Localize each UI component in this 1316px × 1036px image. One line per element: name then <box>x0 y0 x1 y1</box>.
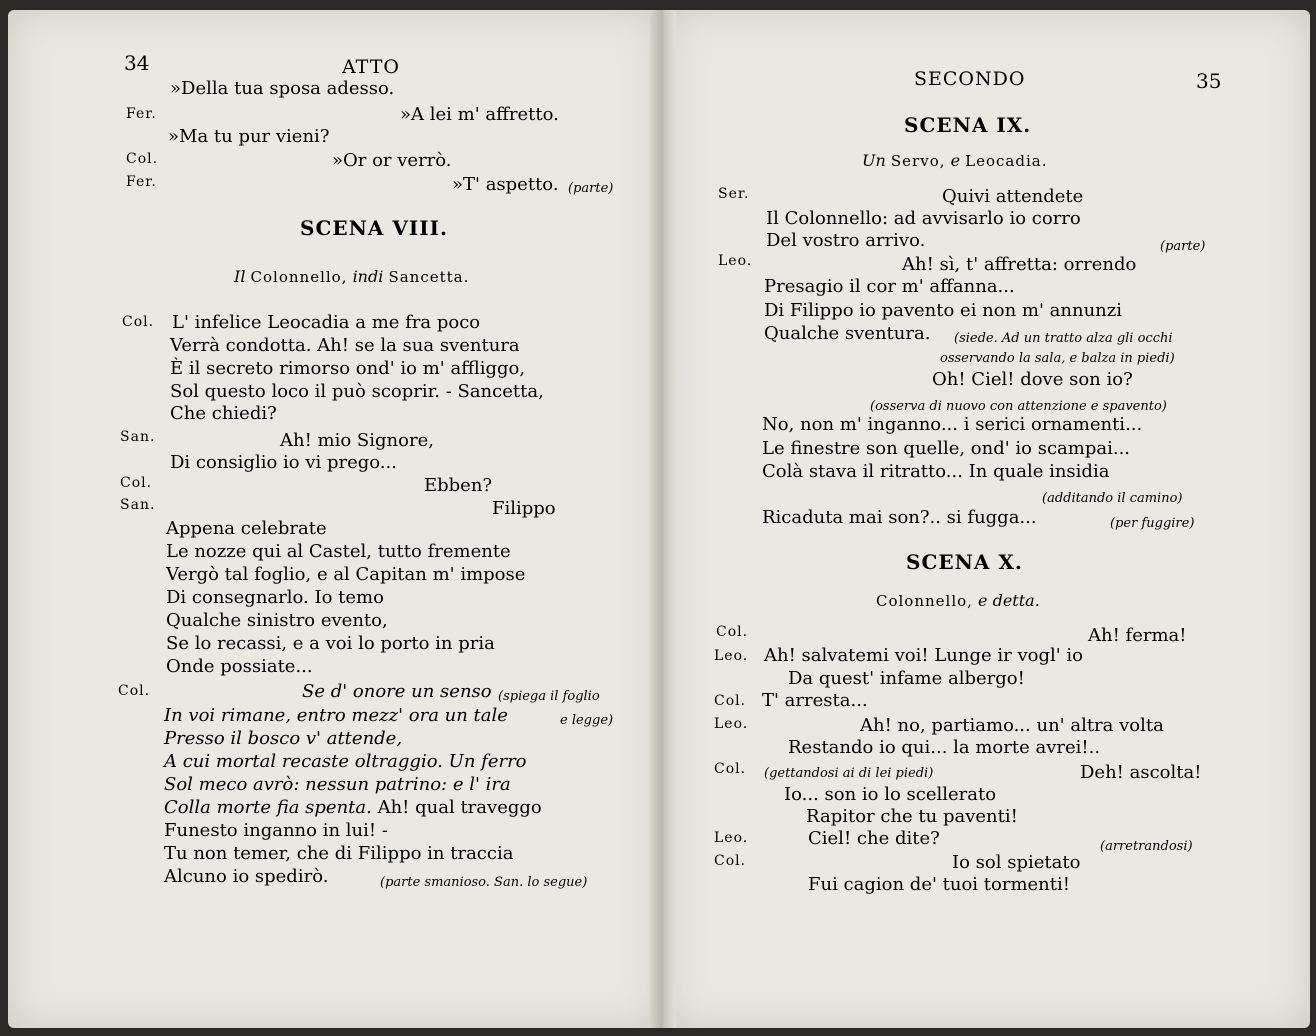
scene-subtitle <box>862 150 1047 172</box>
verse-line: »A lei m' affretto. <box>400 104 559 125</box>
verse-line: Onde possiate... <box>166 656 313 677</box>
verse-line: Filippo <box>492 498 556 519</box>
speaker-label: Fer. <box>126 174 157 190</box>
page-number: 35 <box>1196 69 1222 93</box>
verse-line: Io sol spietato <box>952 852 1081 873</box>
verse-line: Ah! sì, t' affretta: orrendo <box>902 254 1137 275</box>
verse-line: Colà stava il ritratto... In quale insidia <box>762 461 1110 482</box>
verse-fragment: Colla morte fia spenta. <box>164 797 372 818</box>
verse-line: A cui mortal recaste oltraggio. Un ferro <box>164 751 527 772</box>
verse-line-mixed <box>164 797 542 819</box>
verse-line: Ricaduta mai son?.. si fugga... <box>762 507 1037 528</box>
verse-line: Del vostro arrivo. <box>766 230 926 251</box>
speaker-label: Leo. <box>714 716 749 732</box>
running-head: SECONDO <box>914 68 1026 90</box>
verse-line: L' infelice Leocadia a me fra poco <box>172 312 481 333</box>
stage-direction: (arretrandosi) <box>1100 839 1193 854</box>
verse-line: Di consiglio io vi prego... <box>170 452 397 473</box>
speaker-label: Col. <box>126 151 159 167</box>
verse-line: »Or or verrò. <box>332 150 452 171</box>
speaker-label: Ser. <box>718 186 750 202</box>
verse-line: Quivi attendete <box>942 186 1084 207</box>
speaker-label: Col. <box>714 693 747 709</box>
character-name: Colonnello, <box>876 592 973 610</box>
verse-line: Sol meco avrò: nessun patrino: e l' ira <box>164 774 511 795</box>
speaker-label: San. <box>120 429 156 445</box>
verse-line: Sol questo loco il può scoprir. - Sancetta, <box>170 381 544 402</box>
speaker-label: Col. <box>714 761 747 777</box>
stage-direction: osservando la sala, e balza in piedi) <box>940 351 1175 366</box>
book-gutter <box>650 10 676 1028</box>
running-head: ATTO <box>342 56 400 78</box>
verse-line: »T' aspetto. <box>452 174 559 195</box>
verse-line: Deh! ascolta! <box>1080 762 1202 783</box>
speaker-label: Leo. <box>714 830 749 846</box>
verse-line: Io... son io lo scellerato <box>784 784 997 805</box>
verse-line: »Ma tu pur vieni? <box>168 126 330 147</box>
verse-line: Rapitor che tu paventi! <box>806 806 1018 827</box>
stage-direction: (additando il camino) <box>1042 491 1183 506</box>
speaker-label: Col. <box>122 314 155 330</box>
verse-line: Se lo recassi, e a voi lo porto in pria <box>166 633 495 654</box>
verse-line: Ah! ferma! <box>1088 625 1187 646</box>
speaker-label: San. <box>120 497 156 513</box>
speaker-label: Col. <box>118 683 151 699</box>
verse-line: Vergò tal foglio, e al Capitan m' impose <box>166 564 526 585</box>
verse-line: Qualche sinistro evento, <box>166 610 388 631</box>
verse-line: Ah! mio Signore, <box>280 430 434 451</box>
speaker-label: Leo. <box>718 253 753 269</box>
verse-line: Tu non temer, che di Filippo in traccia <box>164 843 514 864</box>
verse-line: T' arresta... <box>762 690 868 711</box>
verse-line: Ebben? <box>424 475 493 496</box>
character-name: Leocadia. <box>965 152 1048 170</box>
verse-line: Le finestre son quelle, ond' io scampai... <box>762 438 1131 459</box>
speaker-label: Col. <box>716 624 749 640</box>
speaker-label: Col. <box>714 853 747 869</box>
speaker-label: Col. <box>120 475 153 491</box>
subtitle-word: e detta. <box>978 591 1040 610</box>
verse-line: Oh! Ciel! dove son io? <box>932 369 1133 390</box>
subtitle-word: Il <box>234 267 246 286</box>
speaker-label: Leo. <box>714 648 749 664</box>
subtitle-word: Un <box>862 151 886 170</box>
verse-line: Il Colonnello: ad avvisarlo io corro <box>766 208 1081 229</box>
stage-direction: (parte smanioso. San. lo segue) <box>380 875 588 890</box>
verse-line: Qualche sventura. <box>764 323 931 344</box>
verse-line: No, non m' inganno... i serici ornamenti... <box>762 414 1143 435</box>
verse-line: Che chiedi? <box>170 403 277 424</box>
stage-direction: (siede. Ad un tratto alza gli occhi <box>954 331 1173 346</box>
stage-direction: e legge) <box>560 713 614 728</box>
subtitle-word: indi <box>352 267 384 286</box>
stage-direction: (parte) <box>568 181 614 196</box>
verse-fragment: Ah! qual traveggo <box>377 797 542 818</box>
scene-title: SCENA IX. <box>904 113 1032 137</box>
verse-line: Restando io qui... la morte avrei!.. <box>788 737 1101 758</box>
stage-direction: (osserva di nuovo con attenzione e spavento) <box>870 399 1167 414</box>
character-name: Sancetta. <box>388 268 470 286</box>
verse-line: Presagio il cor m' affanna... <box>764 276 1015 297</box>
verse-line: Appena celebrate <box>166 518 327 539</box>
speaker-label: Fer. <box>126 106 157 122</box>
stage-direction: (spiega il foglio <box>498 689 600 704</box>
scene-subtitle <box>234 266 469 288</box>
scene-title: SCENA X. <box>906 550 1023 574</box>
verse-line: »Della tua sposa adesso. <box>170 78 395 99</box>
verse-line: Ciel! che dite? <box>808 828 940 849</box>
verse-line: Le nozze qui al Castel, tutto fremente <box>166 541 511 562</box>
verse-line: Fui cagion de' tuoi tormenti! <box>808 874 1071 895</box>
verse-line: Di consegnarlo. Io temo <box>166 587 384 608</box>
verse-line: Ah! no, partiamo... un' altra volta <box>860 715 1164 736</box>
subtitle-word: e <box>950 151 961 170</box>
character-name: Colonnello, <box>250 268 348 286</box>
stage-direction: (per fuggire) <box>1110 516 1195 531</box>
verse-line: Alcuno io spedirò. <box>164 866 329 887</box>
scene-subtitle <box>876 590 1040 612</box>
verse-line: Presso il bosco v' attende, <box>164 728 403 749</box>
scene-title: SCENA VIII. <box>300 216 448 240</box>
stage-direction: (parte) <box>1160 239 1206 254</box>
page-number: 34 <box>124 51 150 75</box>
verse-line: Ah! salvatemi voi! Lunge ir vogl' io <box>764 645 1083 666</box>
stage-direction: (gettandosi ai di lei piedi) <box>764 766 934 781</box>
verse-line: Da quest' infame albergo! <box>788 668 1025 689</box>
verse-line: In voi rimane, entro mezz' ora un tale <box>164 705 508 726</box>
verse-line: Funesto inganno in lui! - <box>164 820 388 841</box>
verse-line: Verrà condotta. Ah! se la sua sventura <box>170 335 520 356</box>
verse-line: È il secreto rimorso ond' io m' affliggo, <box>170 358 526 379</box>
verse-line: Se d' onore un senso <box>302 681 492 702</box>
verse-line: Di Filippo io pavento ei non m' annunzi <box>764 300 1123 321</box>
character-name: Servo, <box>890 152 946 170</box>
